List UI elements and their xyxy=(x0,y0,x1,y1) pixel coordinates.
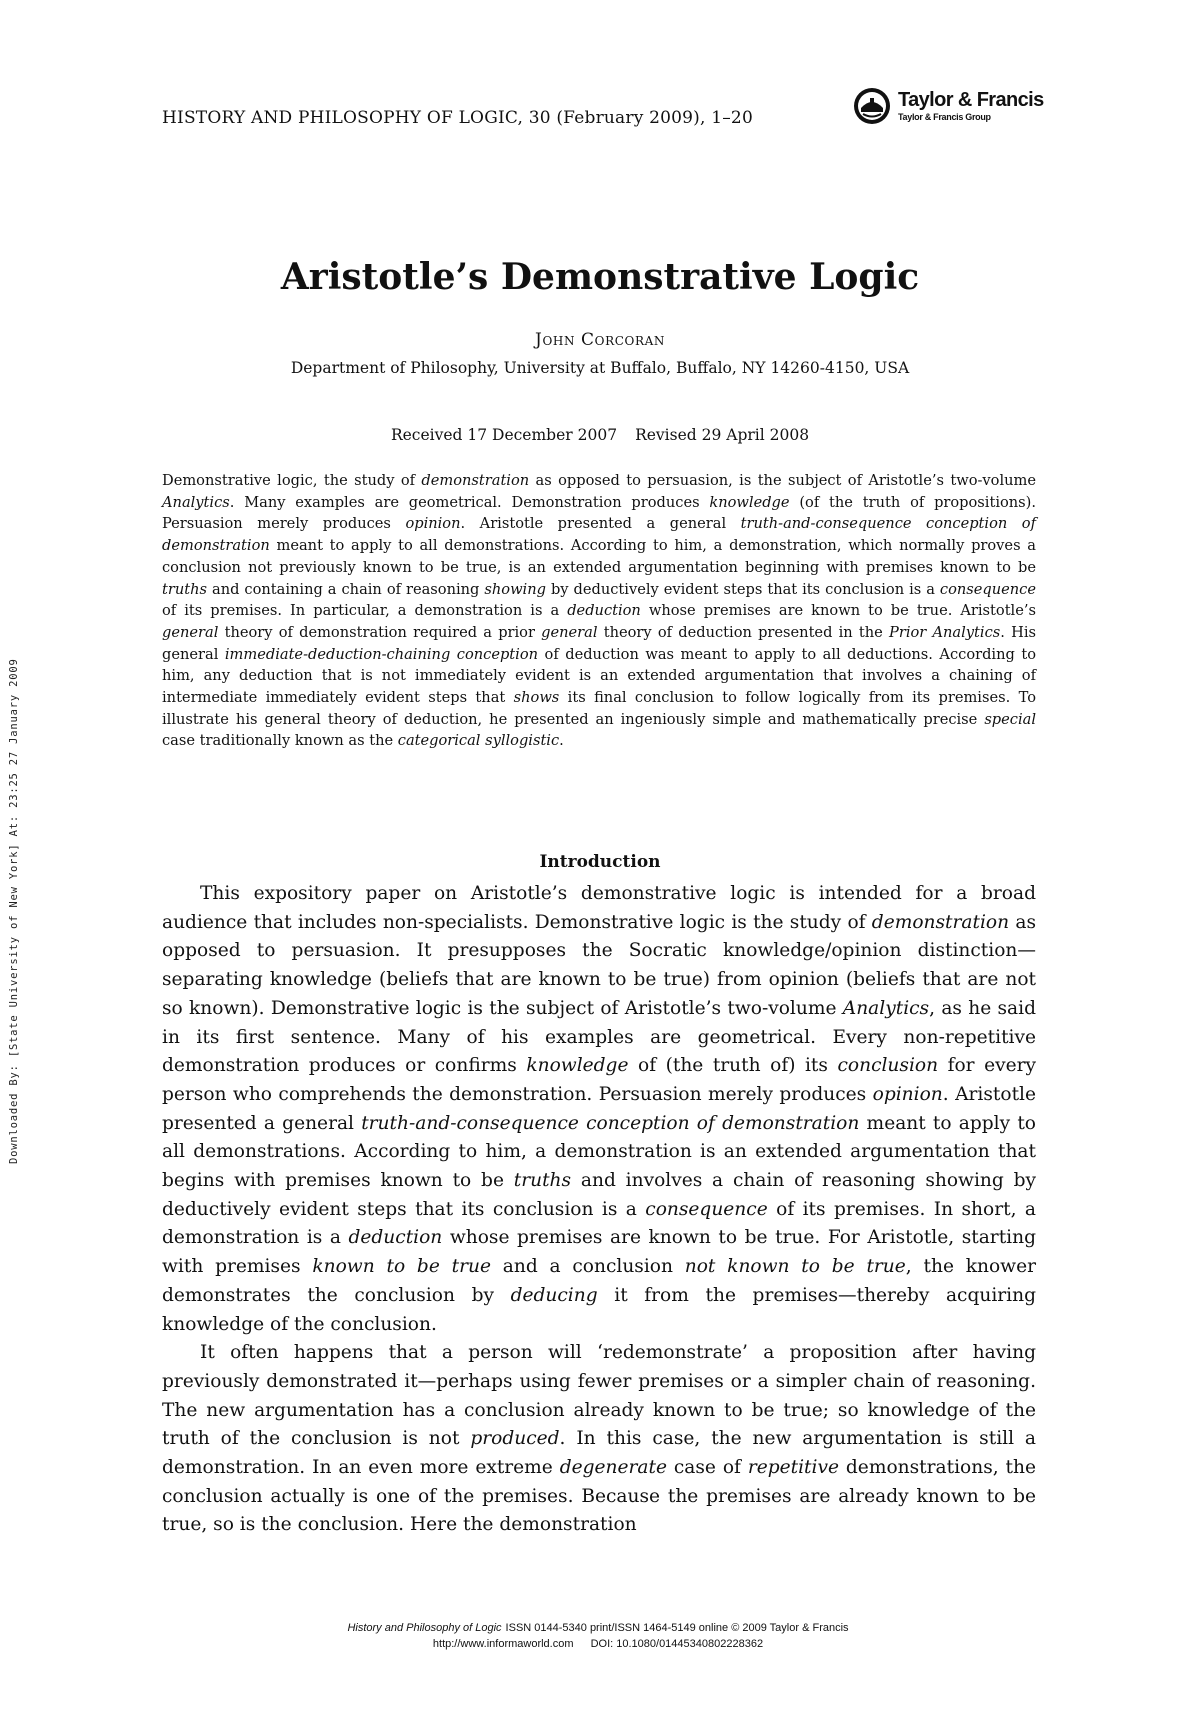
footer-doi: DOI: 10.1080/01445340802228362 xyxy=(590,1638,764,1650)
publisher-name: Taylor & Francis xyxy=(898,89,1044,111)
emphasis-text: produced xyxy=(470,1428,560,1450)
emphasis-text: Analytics xyxy=(162,493,230,511)
emphasis-text: general xyxy=(162,623,219,641)
text-run: and involves a chain of reasoning showing by deductively evident steps that its conclusion is a xyxy=(162,1170,1036,1220)
received-date: Received 17 December 2007 xyxy=(390,426,618,444)
section-heading-introduction: Introduction xyxy=(539,852,661,872)
text-run: whose premises are known to be true. Aristotle’s xyxy=(640,602,1036,620)
abstract xyxy=(162,470,1036,752)
text-run: and a conclusion xyxy=(490,1256,685,1278)
text-run: . Aristotle presented a general xyxy=(162,1083,1036,1134)
emphasis-text: opinion xyxy=(872,1083,943,1105)
text-run: as opposed to persuasion. It presupposes the Socratic knowledge/opinion distinction—separating knowledge (beliefs that are known to be true) from opinion (beliefs that are not so known). Demonstrative logic is the subject of Aristotle’s two-volume xyxy=(162,911,1036,1019)
emphasis-text: consequence xyxy=(645,1198,768,1220)
footer-line-2 xyxy=(0,1636,1200,1652)
text-run: theory of demonstration required a prior xyxy=(218,623,542,641)
text-run: as opposed to persuasion, is the subject of Aristotle’s two-volume xyxy=(529,472,1036,489)
footer-url[interactable]: http://www.informaworld.com xyxy=(432,1638,574,1650)
emphasis-text: truths xyxy=(513,1170,572,1192)
text-run: case of xyxy=(666,1457,748,1479)
publisher-logo-text xyxy=(898,90,1044,122)
emphasis-text: knowledge xyxy=(526,1055,629,1077)
body-paragraph xyxy=(162,1339,1036,1540)
journal-header: HISTORY AND PHILOSOPHY OF LOGIC, 30 (February 2009), 1–20 xyxy=(162,108,753,128)
publisher-logo-icon xyxy=(852,86,892,126)
page-footer xyxy=(0,1620,1200,1652)
text-run: This expository paper on Aristotle’s demonstrative logic is intended for a broad audience that includes non-specialists. Demonstrative logic is the study of xyxy=(162,883,1036,933)
emphasis-text: general xyxy=(541,623,598,641)
text-run: it from the premises—thereby acquiring knowledge of the conclusion. xyxy=(162,1284,1037,1335)
text-run: of (the truth of) its xyxy=(628,1055,838,1077)
emphasis-text: degenerate xyxy=(559,1457,667,1479)
article-dates xyxy=(0,426,1200,444)
text-run: of deduction was meant to apply to all deductions. According to him, any deduction that is not immediately evident is an extended argumentation that involves a chaining of intermediate immediately evident steps that xyxy=(162,645,1036,707)
emphasis-text: truths xyxy=(162,580,207,598)
emphasis-text: conclusion xyxy=(837,1055,939,1077)
text-run: theory of deduction presented in the xyxy=(597,623,890,641)
text-run: Demonstrative logic, the study of xyxy=(162,472,422,489)
emphasis-text: demonstration xyxy=(421,472,530,489)
emphasis-text: Prior Analytics xyxy=(889,623,1001,641)
emphasis-text: deduction xyxy=(567,602,641,620)
author-affiliation: Department of Philosophy, University at Buffalo, Buffalo, NY 14260-4150, USA xyxy=(290,359,910,377)
text-run: . Aristotle presented a general xyxy=(460,515,741,533)
emphasis-text: showing xyxy=(484,580,546,598)
article-title: Aristotle’s Demonstrative Logic xyxy=(280,256,920,298)
emphasis-text: known to be true xyxy=(312,1256,491,1278)
emphasis-text: special xyxy=(984,710,1036,728)
text-run: of its premises. In short, a demonstration is a xyxy=(162,1198,1036,1249)
introduction-body xyxy=(162,880,1036,1540)
text-run: its final conclusion to follow logically from its premises. To illustrate his general theory of deduction, he presented an ingeniously simple and mathematically precise xyxy=(162,689,1036,728)
publisher-group: Taylor & Francis Group xyxy=(898,112,991,122)
emphasis-text: deducing xyxy=(510,1284,598,1306)
emphasis-text: opinion xyxy=(405,515,461,533)
article-author: John Corcoran xyxy=(535,330,665,350)
text-run: . Many examples are geometrical. Demonstration produces xyxy=(229,493,710,511)
footer-issn: ISSN 0144-5340 print/ISSN 1464-5149 online © 2009 Taylor & Francis xyxy=(505,1622,849,1634)
text-run: meant to apply to all demonstrations. According to him, a demonstration, which normally proves a conclusion not previously known to be true, is an extended argumentation beginning with premises known to be xyxy=(162,537,1036,576)
emphasis-text: demonstration xyxy=(871,911,1010,933)
emphasis-text: not known to be true xyxy=(684,1256,906,1278)
text-run: for every person who comprehends the demonstration. Persuasion merely produces xyxy=(162,1055,1036,1105)
text-run: meant to apply to all demonstrations. According to him, a demonstration is an extended argumentation that begins with premises known to be xyxy=(162,1112,1036,1192)
emphasis-text: Analytics xyxy=(842,997,930,1019)
text-run: It often happens that a person will ‘redemonstrate’ a proposition after having previously demonstrated it—perhaps using fewer premises or a simpler chain of reasoning. The new argumentation has a conclusion already known to be true; so knowledge of the truth of the conclusion is not xyxy=(162,1342,1036,1450)
text-run: . In this case, the new argumentation is still a demonstration. In an even more extreme xyxy=(162,1428,1037,1479)
text-run: and containing a chain of reasoning xyxy=(207,580,485,598)
text-run: , as he said in its first sentence. Many of his examples are geometrical. Every non-repetitive demonstration produces or confirms xyxy=(162,997,1036,1077)
emphasis-text: truth-and-consequence conception of demonstration xyxy=(361,1112,860,1134)
emphasis-text: categorical syllogistic xyxy=(397,732,560,750)
text-run: , the knower demonstrates the conclusion by xyxy=(162,1256,1036,1306)
text-run: case traditionally known as the xyxy=(162,732,398,750)
emphasis-text: knowledge xyxy=(709,493,790,511)
emphasis-text: shows xyxy=(513,689,560,707)
emphasis-text: immediate-deduction-chaining conception xyxy=(224,645,539,663)
download-watermark: Downloaded By: [State University of New York] At: 23:25 27 January 2009 xyxy=(8,658,20,1164)
emphasis-text: deduction xyxy=(348,1227,443,1249)
footer-journal-name: History and Philosophy of Logic xyxy=(347,1622,502,1634)
text-run: whose premises are known to be true. For Aristotle, starting with premises xyxy=(162,1227,1036,1278)
text-run: demonstrations, the conclusion actually is one of the premises. Because the premises are already known to be true, so is the conclusion. Here the demonstration xyxy=(162,1457,1037,1536)
emphasis-text: truth-and-consequence conception of demonstration xyxy=(162,515,1036,555)
text-run: of its premises. In particular, a demonstration is a xyxy=(162,602,568,620)
text-run: by deductively evident steps that its conclusion is a xyxy=(545,580,940,598)
footer-line-1 xyxy=(0,1620,1200,1636)
text-run: (of the truth of propositions). Persuasion merely produces xyxy=(162,493,1036,533)
publisher-logo xyxy=(852,86,1044,126)
text-run: . xyxy=(559,732,564,750)
emphasis-text: repetitive xyxy=(747,1457,839,1479)
text-run: . His general xyxy=(162,623,1036,663)
emphasis-text: consequence xyxy=(939,580,1036,598)
revised-date: Revised 29 April 2008 xyxy=(635,426,810,444)
body-paragraph xyxy=(162,880,1036,1339)
